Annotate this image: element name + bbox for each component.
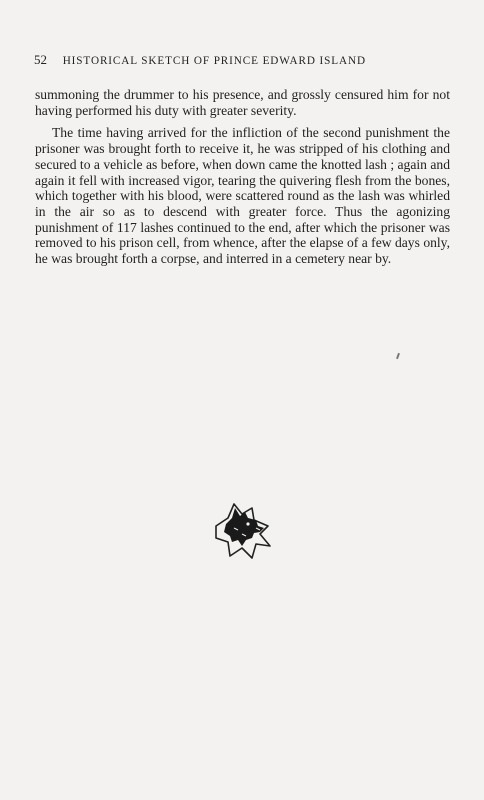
running-title: HISTORICAL SKETCH OF PRINCE EDWARD ISLAND — [62, 55, 366, 67]
paper-speck — [396, 353, 400, 359]
paragraph-punishment: The time having arrived for the infliction of the second punishment the prisoner was brought forth to receive it, he was stripped of his clothing and secured to a vehicle as before, when down came the knotted lash ; again and again it fell with increased vigor, tearing the quivering flesh from the bones, which together with his blood, were scattered round as the lash was whirled in the air so as to descend with greater force. Thus the agonizing punishment of 117 lashes continued to the end, after which the prisoner was removed to his prison cell, from whence, after the elapse of a few days only, he was brought forth a corpse, and interred in a cemetery near by. — [35, 125, 450, 267]
page-number: 52 — [34, 52, 47, 67]
paragraph-continuation: summoning the drummer to his presence, and grossly censured him for not having performed his duty with greater severity. — [35, 87, 450, 118]
dog-head-tailpiece-icon — [212, 500, 274, 562]
running-head — [34, 52, 454, 68]
body-text — [35, 87, 450, 267]
